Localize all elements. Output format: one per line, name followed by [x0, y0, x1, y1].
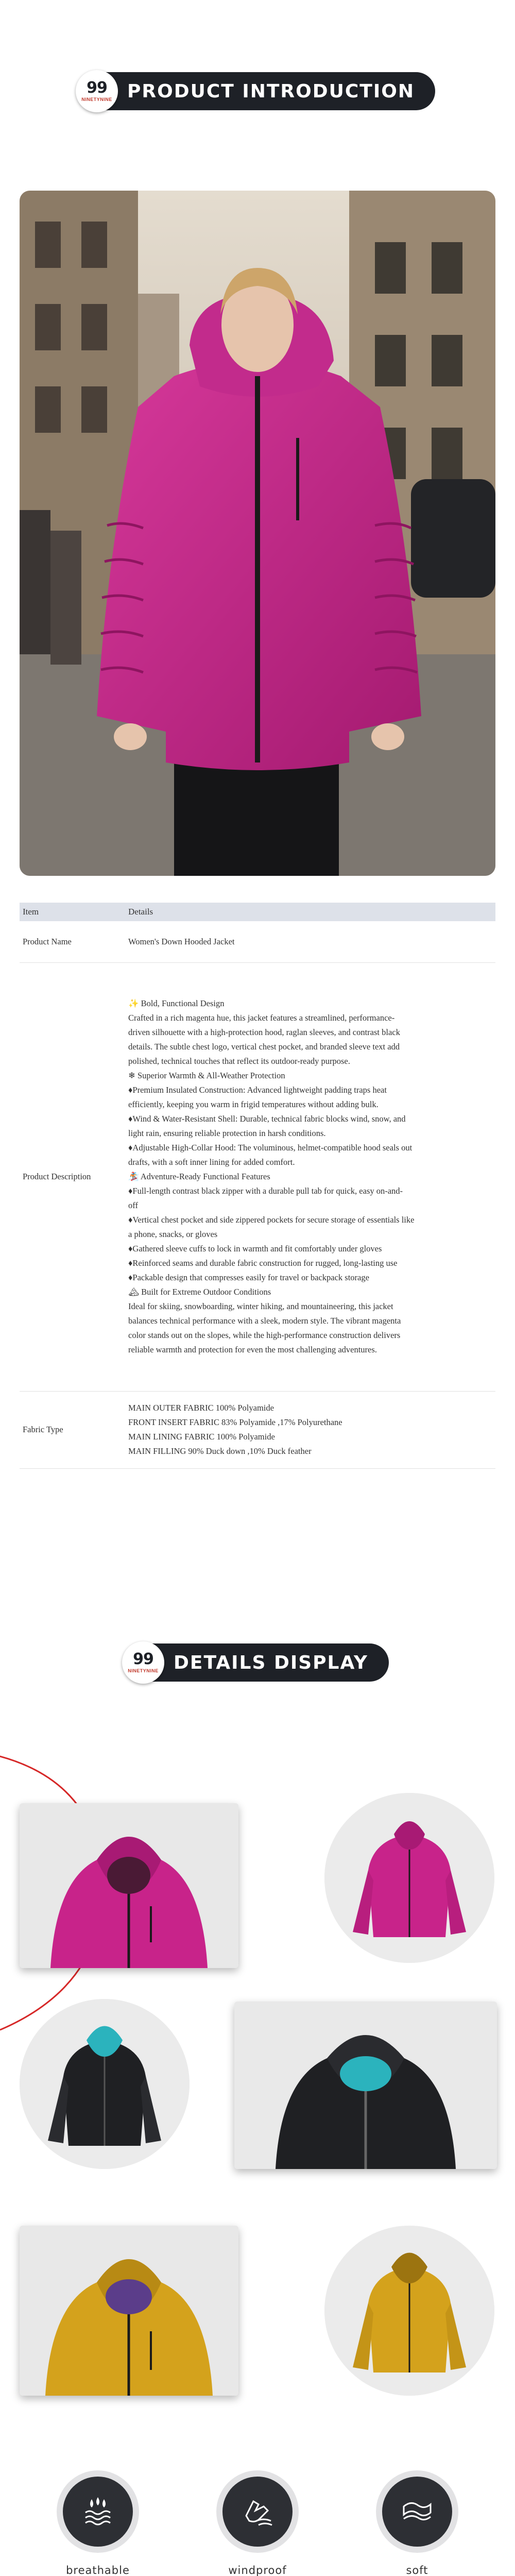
detail-photo-mustard-full — [324, 2226, 494, 2396]
feature-label: windproof — [228, 2564, 287, 2576]
detail-photo-black-full — [20, 1999, 190, 2169]
detail-photo-magenta-hood — [20, 1803, 238, 1968]
table-row — [20, 921, 495, 962]
fabric-label: Fabric Type — [20, 1391, 125, 1468]
description-line: ♦Reinforced seams and durable fabric construction for rugged, long-lasting use — [128, 1258, 398, 1268]
details-title: DETAILS DISPLAY — [174, 1652, 368, 1673]
description-label: Product Description — [20, 962, 125, 1391]
description-line: ✨ Bold, Functional Design — [128, 998, 225, 1008]
description-line: Crafted in a rich magenta hue, this jacket features a streamlined, performance- — [128, 1013, 395, 1023]
product-name-label: Product Name — [20, 921, 125, 962]
description-line: off — [128, 1200, 138, 1210]
feature-label: soft — [406, 2564, 428, 2576]
spec-table-header — [20, 903, 495, 921]
table-row — [20, 1391, 495, 1468]
table-row — [20, 962, 495, 1391]
brand-logo — [76, 70, 118, 112]
detail-photo-black-hood — [234, 2002, 497, 2169]
fabric-wave-icon — [401, 2495, 434, 2528]
description-line: ♦Wind & Water-Resistant Shell: Durable, technical fabric blocks wind, snow, and — [128, 1114, 406, 1124]
description-line: balances technical performance with a sleek, modern style. The vibrant magenta — [128, 1316, 401, 1326]
feature-windproof — [206, 2470, 309, 2576]
brand-logo-sub: NINETYNINE — [128, 1668, 159, 1673]
description-value — [125, 962, 495, 1391]
description-line: drafts, with a soft inner lining for added comfort. — [128, 1157, 295, 1167]
fabric-value — [125, 1391, 495, 1468]
description-line: polished, technical touches that reflect its outdoor-ready purpose. — [128, 1056, 350, 1066]
brand-logo-number: 99 — [87, 79, 107, 97]
brand-logo-number: 99 — [133, 1650, 153, 1668]
intro-title: PRODUCT INTRODUCTION — [127, 80, 415, 102]
header-details: Details — [125, 903, 495, 921]
description-line: color stands out on the slopes, while the high-performance construction delivers — [128, 1330, 401, 1340]
product-name-value: Women's Down Hooded Jacket — [125, 921, 495, 962]
description-line: ♦Gathered sleeve cuffs to lock in warmth and fit comfortably under gloves — [128, 1244, 382, 1253]
details-header — [0, 1643, 515, 1682]
hero-image — [20, 191, 495, 876]
brand-logo — [122, 1641, 164, 1684]
description-line: 🏔 Built for Extreme Outdoor Conditions — [128, 1287, 271, 1297]
description-line: ♦Vertical chest pocket and side zippered pockets for secure storage of essentials like — [128, 1215, 415, 1225]
feature-label: breathable — [66, 2564, 130, 2576]
fabric-line: MAIN FILLING 90% Duck down ,10% Duck feather — [128, 1446, 312, 1456]
description-line: light rain, ensuring reliable protection in harsh conditions. — [128, 1128, 326, 1138]
brand-logo-sub: NINETYNINE — [81, 97, 112, 102]
description-line: Ideal for skiing, snowboarding, winter hiking, and mountaineering, this jacket — [128, 1301, 393, 1311]
description-line: a phone, snacks, or gloves — [128, 1229, 218, 1239]
description-line: efficiently, keeping you warm in frigid temperatures without adding bulk. — [128, 1099, 379, 1109]
feature-breathable — [46, 2470, 149, 2576]
feature-soft — [366, 2470, 469, 2576]
description-line: details. The subtle chest logo, vertical chest pocket, and branded sleeve text add — [128, 1042, 400, 1052]
description-line: ♦Full-length contrast black zipper with a durable pull tab for quick, easy on-and- — [128, 1186, 403, 1196]
water-drops-icon — [81, 2495, 114, 2528]
intro-header — [0, 72, 515, 110]
fabric-line: MAIN LINING FABRIC 100% Polyamide — [128, 1432, 275, 1442]
intro-pill — [80, 72, 435, 110]
wind-hand-icon — [241, 2495, 274, 2528]
details-pill — [126, 1643, 389, 1682]
description-line: 🏂 Adventure-Ready Functional Features — [128, 1172, 270, 1181]
description-line: ♦Adjustable High-Collar Hood: The voluminous, helmet-compatible hood seals out — [128, 1143, 413, 1153]
detail-photo-mustard-hood — [20, 2226, 238, 2396]
fabric-line: FRONT INSERT FABRIC 83% Polyamide ,17% Polyurethane — [128, 1417, 342, 1427]
spec-table — [20, 903, 495, 1469]
header-item: Item — [20, 903, 125, 921]
fabric-line: MAIN OUTER FABRIC 100% Polyamide — [128, 1403, 274, 1413]
description-line: ♦Premium Insulated Construction: Advanced lightweight padding traps heat — [128, 1085, 387, 1095]
description-line: reliable warmth and protection for even the most challenging adventures. — [128, 1345, 377, 1354]
description-line: ❄ Superior Warmth & All-Weather Protection — [128, 1071, 285, 1080]
description-line: ♦Packable design that compresses easily for travel or backpack storage — [128, 1273, 369, 1282]
description-line: driven silhouette with a high-protection hood, raglan sleeves, and contrast black — [128, 1027, 400, 1037]
detail-photo-magenta-full — [324, 1793, 494, 1963]
